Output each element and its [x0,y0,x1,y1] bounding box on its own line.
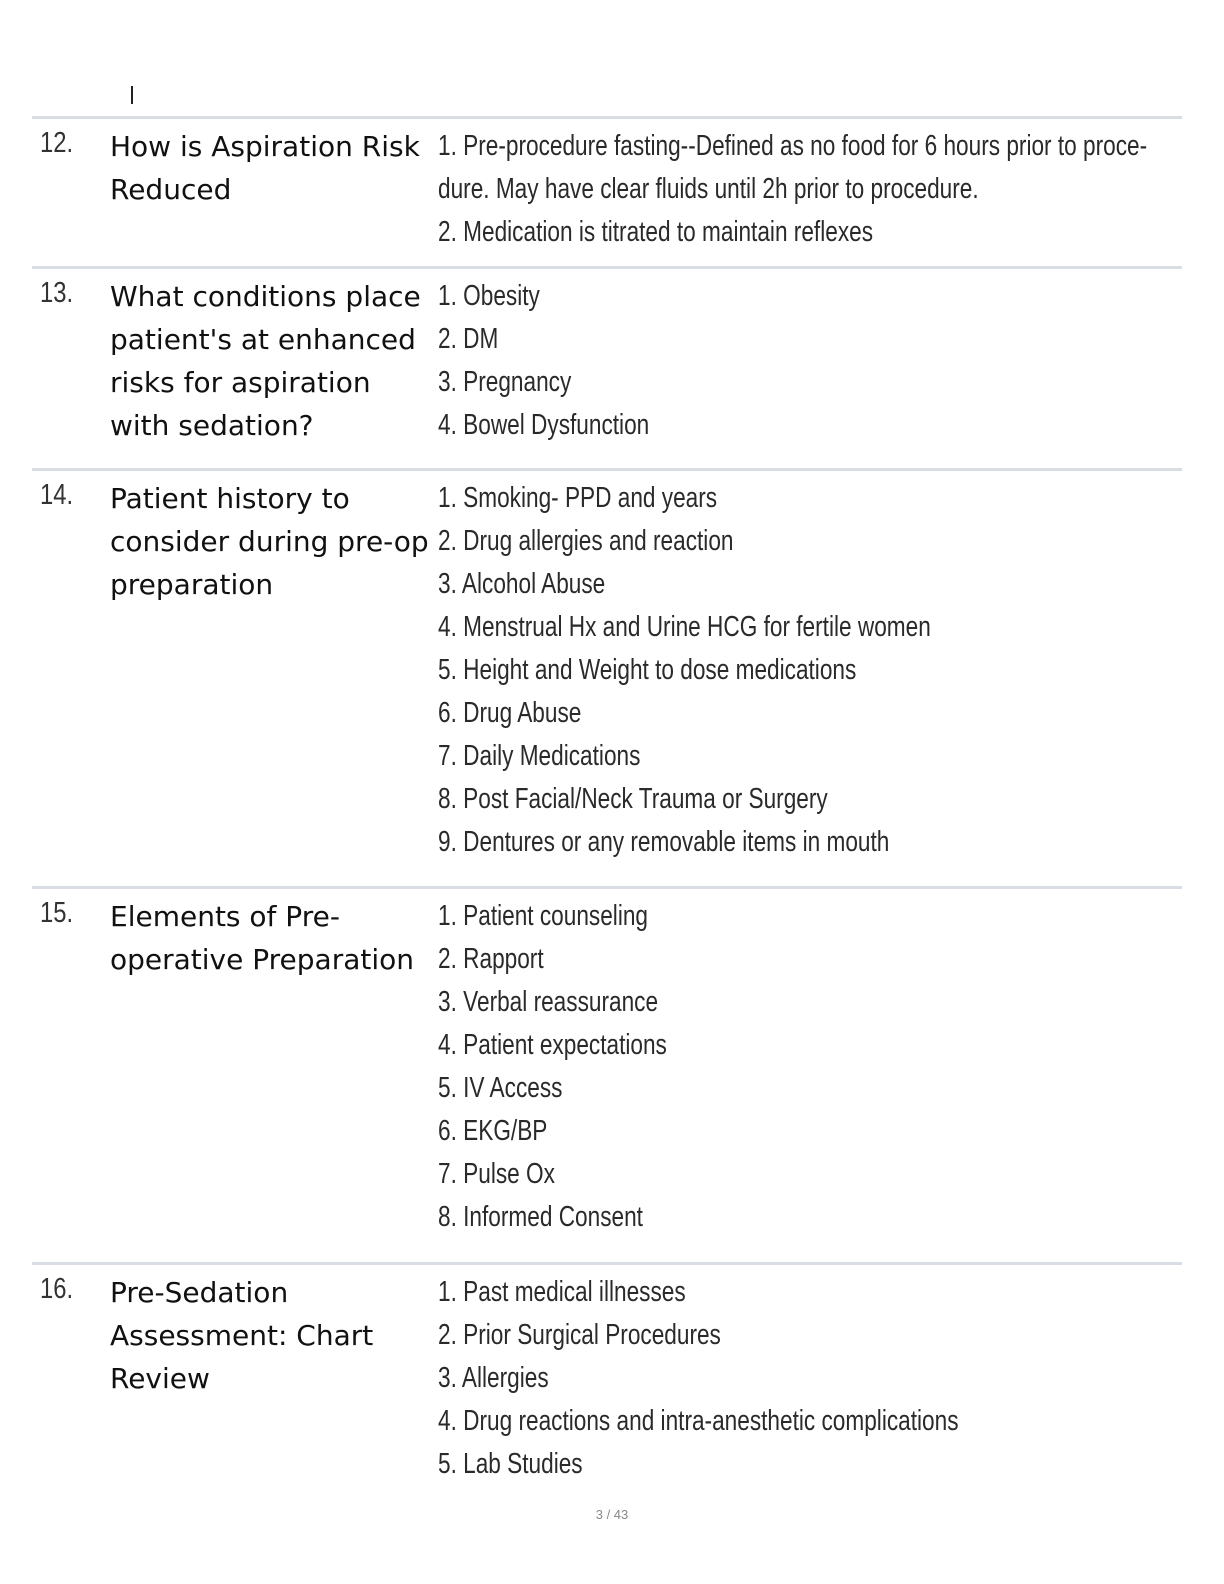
definition-line: 3. Pregnancy [438,366,572,398]
definition-line: 9. Dentures or any removable items in mouth [438,826,890,858]
card-definition [438,275,1198,447]
definition-line: 2. Prior Surgical Procedures [438,1319,721,1351]
card-term: Elements of Pre-operative Preparation [110,900,415,976]
definition-line: 7. Daily Medications [438,740,641,772]
card-definition [438,477,1198,864]
definition-line: 7. Pulse Ox [438,1158,555,1190]
card-definition [438,1271,1198,1486]
definition-line: 1. Pre-procedure fasting--Defined as no food for 6 hours prior to proce- [438,130,1148,162]
card-number: 15. [40,897,74,929]
card-number: 14. [40,479,74,511]
flashcard [32,116,1182,269]
card-number: 13. [40,277,74,309]
text-cursor [131,86,133,104]
definition-line: 2. Medication is titrated to maintain reflexes [438,216,874,248]
flashcard [32,266,1182,471]
card-number: 16. [40,1273,74,1305]
card-definition [438,895,1198,1239]
definition-line: 3. Alcohol Abuse [438,568,606,600]
flashcard [32,468,1182,889]
card-definition [438,125,1198,254]
flashcard [32,886,1182,1265]
definition-line: 4. Bowel Dysfunction [438,409,650,441]
definition-line: 5. Lab Studies [438,1448,583,1480]
definition-line: 6. EKG/BP [438,1115,548,1147]
definition-line: 1. Obesity [438,280,540,312]
definition-line: 3. Verbal reassurance [438,986,659,1018]
definition-line: 4. Patient expectations [438,1029,667,1061]
definition-line: 2. Rapport [438,943,544,975]
definition-line: 2. Drug allergies and reaction [438,525,734,557]
definition-line: 1. Smoking- PPD and years [438,482,718,514]
definition-line: 5. Height and Weight to dose medications [438,654,857,686]
card-term: How is Aspiration Risk Reduced [110,130,420,206]
card-term: Pre-Sedation Assessment: Chart Review [110,1276,374,1395]
page-indicator: 3 / 43 [595,1507,629,1522]
definition-line: 8. Informed Consent [438,1201,643,1233]
definition-line: 8. Post Facial/Neck Trauma or Surgery [438,783,828,815]
definition-line: dure. May have clear fluids until 2h prior to procedure. [438,173,979,205]
definition-line: 6. Drug Abuse [438,697,582,729]
definition-line: 4. Menstrual Hx and Urine HCG for fertile women [438,611,931,643]
definition-line: 1. Past medical illnesses [438,1276,686,1308]
card-term: Patient history to consider during pre-op preparation [110,482,429,601]
definition-line: 4. Drug reactions and intra-anesthetic complications [438,1405,959,1437]
flashcard [32,1262,1182,1501]
card-term: What conditions place patient's at enhanced risks for aspiration with sedation? [110,280,421,442]
definition-line: 3. Allergies [438,1362,549,1394]
definition-line: 1. Patient counseling [438,900,649,932]
card-number: 12. [40,127,74,159]
definition-line: 5. IV Access [438,1072,563,1104]
definition-line: 2. DM [438,323,499,355]
